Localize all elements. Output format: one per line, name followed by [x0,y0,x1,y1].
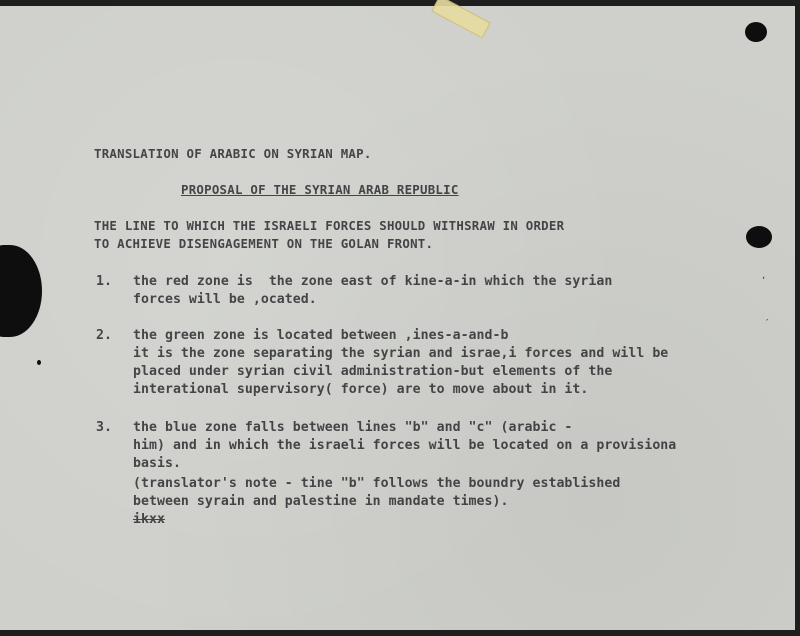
item-number: 2. [96,328,112,343]
punch-hole [37,360,41,365]
punch-hole [745,22,767,42]
item-line: between syrain and palestine in mandate times). [133,494,509,509]
item-number: 1. [96,274,112,289]
item-line: it is the zone separating the syrian and israe,i forces and will be [133,346,669,361]
item-line: (translator's note - tine "b" follows the boundry established [133,476,621,491]
document-page [0,6,795,630]
document-title: PROPOSAL OF THE SYRIAN ARAB REPUBLIC [181,182,459,197]
document-heading: TRANSLATION OF ARABIC ON SYRIAN MAP. [94,146,372,161]
intro-line: TO ACHIEVE DISENGAGEMENT ON THE GOLAN FRONT. [94,236,434,251]
item-line: him) and in which the israeli forces will be located on a provisiona [133,438,677,453]
item-line: the blue zone falls between lines "b" and "c" (arabic - [133,420,573,435]
item-line: the red zone is the zone east of kine-a-in which the syrian [133,274,613,289]
punch-hole [746,226,772,248]
item-line: forces will be ,ocated. [133,292,317,307]
item-line: interational supervisory( force) are to move about in it. [133,382,589,397]
margin-mark: ′ [766,318,769,329]
margin-mark: ʼ [762,276,766,287]
intro-line: THE LINE TO WHICH THE ISRAELI FORCES SHOULD WITHSRAW IN ORDER [94,218,565,233]
tape-strip [431,0,491,39]
item-line-struck: ikxx [133,512,165,527]
item-line: the green zone is located between ,ines-a-and-b [133,328,509,343]
item-line: basis. [133,456,181,471]
item-line: placed under syrian civil administration-but elements of the [133,364,613,379]
item-number: 3. [96,420,112,435]
